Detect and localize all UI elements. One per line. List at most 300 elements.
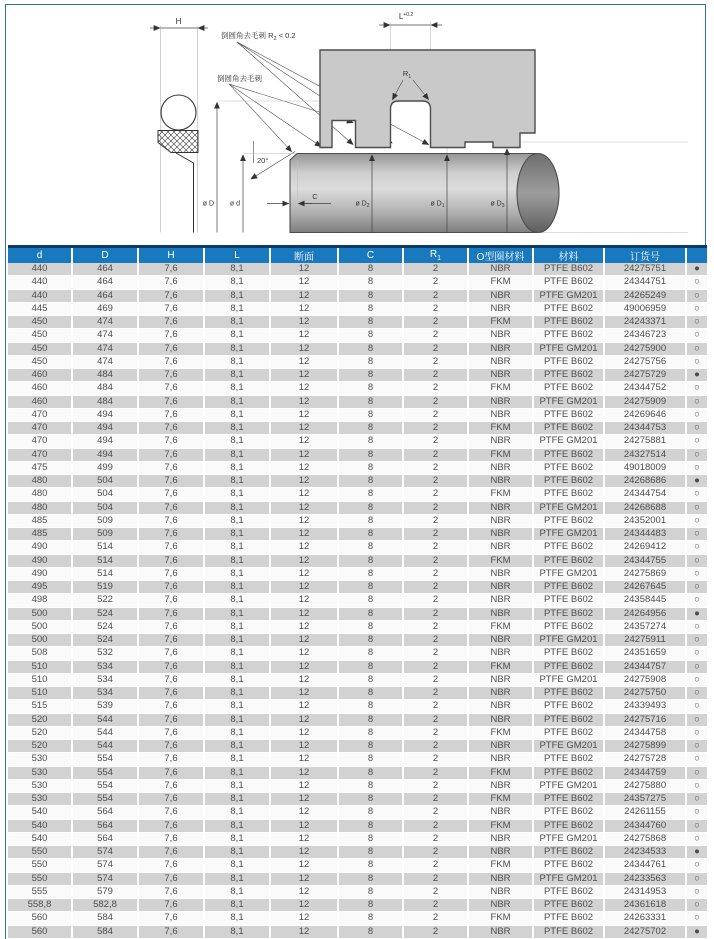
cell-H: 7,6 xyxy=(138,713,204,726)
cell-H: 7,6 xyxy=(138,395,204,408)
cell-availability-dot: ○ xyxy=(686,567,707,580)
cell-section: 12 xyxy=(270,687,338,700)
table-row xyxy=(8,395,707,408)
cell-d: 550 xyxy=(8,872,72,885)
cell-oring-material: NBR xyxy=(468,925,533,938)
cell-section: 12 xyxy=(270,859,338,872)
cell-C: 8 xyxy=(338,806,403,819)
cell-section: 12 xyxy=(270,846,338,859)
cell-section: 12 xyxy=(270,316,338,329)
col-header-material: 材料 xyxy=(533,248,604,263)
cell-oring-material: NBR xyxy=(468,594,533,607)
cell-D: 504 xyxy=(72,475,138,488)
cell-order-no: 24344483 xyxy=(604,528,686,541)
cell-order-no: 24351659 xyxy=(604,647,686,660)
cell-availability-dot: ● xyxy=(686,475,707,488)
table-row xyxy=(8,819,707,832)
cell-R1: 2 xyxy=(403,448,468,461)
cell-R1: 2 xyxy=(403,687,468,700)
cell-material: PTFE B602 xyxy=(533,766,604,779)
cell-C: 8 xyxy=(338,355,403,368)
cell-order-no: 49006959 xyxy=(604,302,686,315)
cell-oring-material: NBR xyxy=(468,475,533,488)
cell-H: 7,6 xyxy=(138,885,204,898)
cell-d: 510 xyxy=(8,673,72,686)
table-row xyxy=(8,766,707,779)
cell-C: 8 xyxy=(338,620,403,633)
cell-oring-material: NBR xyxy=(468,501,533,514)
cell-H: 7,6 xyxy=(138,859,204,872)
cell-section: 12 xyxy=(270,369,338,382)
cell-d: 520 xyxy=(8,713,72,726)
cell-oring-material: FKM xyxy=(468,859,533,872)
table-row xyxy=(8,846,707,859)
table-row xyxy=(8,925,707,938)
cell-oring-material: NBR xyxy=(468,713,533,726)
cell-R1: 2 xyxy=(403,726,468,739)
cell-material: PTFE B602 xyxy=(533,660,604,673)
cell-R1: 2 xyxy=(403,554,468,567)
cell-L: 8,1 xyxy=(204,673,270,686)
table-row xyxy=(8,872,707,885)
cell-L: 8,1 xyxy=(204,793,270,806)
cell-H: 7,6 xyxy=(138,819,204,832)
cell-section: 12 xyxy=(270,289,338,302)
cell-C: 8 xyxy=(338,501,403,514)
cell-H: 7,6 xyxy=(138,382,204,395)
cell-H: 7,6 xyxy=(138,912,204,925)
cell-d: 530 xyxy=(8,753,72,766)
col-header-R1: $R_1$ xyxy=(403,248,468,263)
cell-d: 450 xyxy=(8,355,72,368)
cell-section: 12 xyxy=(270,329,338,342)
cell-d: 470 xyxy=(8,435,72,448)
cell-C: 8 xyxy=(338,594,403,607)
cell-section: 12 xyxy=(270,912,338,925)
cell-C: 8 xyxy=(338,514,403,527)
cell-order-no: 24243371 xyxy=(604,316,686,329)
cell-availability-dot: ○ xyxy=(686,713,707,726)
d1-dim-label: ø $D_1$ xyxy=(430,200,445,209)
table-row xyxy=(8,302,707,315)
cell-C: 8 xyxy=(338,607,403,620)
cell-section: 12 xyxy=(270,408,338,421)
cell-D: 514 xyxy=(72,554,138,567)
cell-D: 494 xyxy=(72,435,138,448)
cell-availability-dot: ● xyxy=(686,369,707,382)
cell-material: PTFE GM201 xyxy=(533,342,604,355)
cell-H: 7,6 xyxy=(138,342,204,355)
cell-R1: 2 xyxy=(403,912,468,925)
cell-L: 8,1 xyxy=(204,554,270,567)
cell-D: 494 xyxy=(72,408,138,421)
cell-order-no: 24327514 xyxy=(604,448,686,461)
cell-C: 8 xyxy=(338,276,403,289)
cell-availability-dot: ○ xyxy=(686,395,707,408)
cell-L: 8,1 xyxy=(204,594,270,607)
cell-R1: 2 xyxy=(403,488,468,501)
cell-order-no: 24275880 xyxy=(604,779,686,792)
cell-D: 484 xyxy=(72,369,138,382)
cell-oring-material: FKM xyxy=(468,620,533,633)
col-header-C: C xyxy=(338,248,403,263)
cell-oring-material: NBR xyxy=(468,461,533,474)
cell-H: 7,6 xyxy=(138,634,204,647)
cell-availability-dot: ○ xyxy=(686,726,707,739)
installation-drawing xyxy=(203,12,688,233)
cell-H: 7,6 xyxy=(138,594,204,607)
cell-material: PTFE B602 xyxy=(533,369,604,382)
cell-oring-material: NBR xyxy=(468,885,533,898)
cell-section: 12 xyxy=(270,660,338,673)
cell-oring-material: FKM xyxy=(468,554,533,567)
table-row xyxy=(8,594,707,607)
cell-section: 12 xyxy=(270,885,338,898)
cell-D: 474 xyxy=(72,355,138,368)
cell-D: 474 xyxy=(72,329,138,342)
cell-D: 509 xyxy=(72,514,138,527)
cell-H: 7,6 xyxy=(138,541,204,554)
col-header-H: H xyxy=(138,248,204,263)
dia-d-label: ø d xyxy=(229,200,240,208)
cell-section: 12 xyxy=(270,899,338,912)
cell-material: PTFE GM201 xyxy=(533,501,604,514)
cell-oring-material: NBR xyxy=(468,607,533,620)
cell-C: 8 xyxy=(338,475,403,488)
cell-order-no: 24265249 xyxy=(604,289,686,302)
cell-oring-material: NBR xyxy=(468,289,533,302)
cell-availability-dot: ○ xyxy=(686,753,707,766)
cell-L: 8,1 xyxy=(204,382,270,395)
cell-material: PTFE GM201 xyxy=(533,673,604,686)
cell-R1: 2 xyxy=(403,740,468,753)
cell-availability-dot: ● xyxy=(686,263,707,276)
cell-D: 544 xyxy=(72,726,138,739)
cell-D: 532 xyxy=(72,647,138,660)
cell-H: 7,6 xyxy=(138,647,204,660)
cell-availability-dot: ○ xyxy=(686,899,707,912)
cell-oring-material: FKM xyxy=(468,912,533,925)
cell-H: 7,6 xyxy=(138,740,204,753)
cell-C: 8 xyxy=(338,435,403,448)
cell-material: PTFE B602 xyxy=(533,700,604,713)
cell-oring-material: NBR xyxy=(468,435,533,448)
cell-availability-dot: ○ xyxy=(686,872,707,885)
cell-oring-material: NBR xyxy=(468,634,533,647)
cell-order-no: 24233563 xyxy=(604,872,686,885)
cell-oring-material: NBR xyxy=(468,872,533,885)
table-row xyxy=(8,634,707,647)
cell-L: 8,1 xyxy=(204,302,270,315)
cell-section: 12 xyxy=(270,793,338,806)
cell-material: PTFE B602 xyxy=(533,806,604,819)
cell-L: 8,1 xyxy=(204,634,270,647)
cell-order-no: 24275756 xyxy=(604,355,686,368)
table-row xyxy=(8,448,707,461)
cell-order-no: 24344755 xyxy=(604,554,686,567)
cell-C: 8 xyxy=(338,634,403,647)
cell-C: 8 xyxy=(338,369,403,382)
cell-material: PTFE B602 xyxy=(533,793,604,806)
cell-oring-material: FKM xyxy=(468,793,533,806)
table-row xyxy=(8,859,707,872)
cell-material: PTFE B602 xyxy=(533,316,604,329)
cell-material: PTFE B602 xyxy=(533,846,604,859)
cell-D: 564 xyxy=(72,819,138,832)
cell-L: 8,1 xyxy=(204,925,270,938)
cell-R1: 2 xyxy=(403,501,468,514)
cell-L: 8,1 xyxy=(204,740,270,753)
cell-section: 12 xyxy=(270,740,338,753)
cell-material: PTFE B602 xyxy=(533,475,604,488)
cell-section: 12 xyxy=(270,528,338,541)
cell-oring-material: NBR xyxy=(468,514,533,527)
cell-L: 8,1 xyxy=(204,872,270,885)
h-dim-label: H xyxy=(175,17,182,26)
groove-profile-line xyxy=(176,153,194,233)
cell-R1: 2 xyxy=(403,885,468,898)
cell-C: 8 xyxy=(338,408,403,421)
table-row xyxy=(8,554,707,567)
cell-availability-dot: ○ xyxy=(686,501,707,514)
table-row xyxy=(8,687,707,700)
cell-oring-material: NBR xyxy=(468,899,533,912)
cell-availability-dot: ○ xyxy=(686,594,707,607)
cell-order-no: 24344757 xyxy=(604,660,686,673)
cell-material: PTFE GM201 xyxy=(533,634,604,647)
cell-order-no: 24275908 xyxy=(604,673,686,686)
cell-L: 8,1 xyxy=(204,501,270,514)
cell-oring-material: NBR xyxy=(468,832,533,845)
cell-oring-material: NBR xyxy=(468,647,533,660)
cell-R1: 2 xyxy=(403,289,468,302)
cell-D: 499 xyxy=(72,461,138,474)
cell-R1: 2 xyxy=(403,700,468,713)
cell-C: 8 xyxy=(338,885,403,898)
seal-cross-section xyxy=(150,17,208,233)
cell-L: 8,1 xyxy=(204,355,270,368)
cell-section: 12 xyxy=(270,342,338,355)
cell-d: 508 xyxy=(8,647,72,660)
cell-L: 8,1 xyxy=(204,713,270,726)
col-header-oring-material: O型圈材料 xyxy=(468,248,533,263)
cell-R1: 2 xyxy=(403,316,468,329)
cell-order-no: 24361618 xyxy=(604,899,686,912)
cell-H: 7,6 xyxy=(138,276,204,289)
size-table xyxy=(8,248,707,939)
cell-material: PTFE B602 xyxy=(533,541,604,554)
cell-material: PTFE GM201 xyxy=(533,740,604,753)
cell-H: 7,6 xyxy=(138,673,204,686)
cell-oring-material: NBR xyxy=(468,342,533,355)
cell-section: 12 xyxy=(270,581,338,594)
cell-L: 8,1 xyxy=(204,726,270,739)
cell-R1: 2 xyxy=(403,514,468,527)
cell-C: 8 xyxy=(338,899,403,912)
table-row xyxy=(8,700,707,713)
cell-oring-material: NBR xyxy=(468,329,533,342)
cell-D: 574 xyxy=(72,859,138,872)
cell-d: 440 xyxy=(8,289,72,302)
cell-oring-material: FKM xyxy=(468,382,533,395)
table-header-row xyxy=(8,248,707,263)
cell-material: PTFE B602 xyxy=(533,263,604,276)
cell-oring-material: NBR xyxy=(468,753,533,766)
table-row xyxy=(8,647,707,660)
cell-C: 8 xyxy=(338,660,403,673)
cell-d: 510 xyxy=(8,687,72,700)
cell-d: 550 xyxy=(8,846,72,859)
cell-R1: 2 xyxy=(403,435,468,448)
cell-material: PTFE B602 xyxy=(533,819,604,832)
cell-R1: 2 xyxy=(403,461,468,474)
table-row xyxy=(8,422,707,435)
cell-D: 504 xyxy=(72,501,138,514)
table-row xyxy=(8,263,707,276)
cell-order-no: 24358445 xyxy=(604,594,686,607)
cell-H: 7,6 xyxy=(138,779,204,792)
cell-L: 8,1 xyxy=(204,369,270,382)
cell-d: 440 xyxy=(8,276,72,289)
cell-D: 494 xyxy=(72,448,138,461)
cell-material: PTFE B602 xyxy=(533,581,604,594)
cell-D: 524 xyxy=(72,620,138,633)
cell-C: 8 xyxy=(338,289,403,302)
cell-d: 460 xyxy=(8,382,72,395)
cell-section: 12 xyxy=(270,673,338,686)
cell-d: 495 xyxy=(8,581,72,594)
cell-C: 8 xyxy=(338,700,403,713)
cell-R1: 2 xyxy=(403,422,468,435)
d2-dim-label: ø $D_2$ xyxy=(355,200,370,209)
cell-C: 8 xyxy=(338,779,403,792)
col-header-D: D xyxy=(72,248,138,263)
cell-D: 504 xyxy=(72,488,138,501)
cell-oring-material: NBR xyxy=(468,355,533,368)
cell-oring-material: FKM xyxy=(468,766,533,779)
cell-R1: 2 xyxy=(403,872,468,885)
cell-D: 554 xyxy=(72,753,138,766)
table-row xyxy=(8,501,707,514)
cell-availability-dot: ○ xyxy=(686,660,707,673)
table-row xyxy=(8,581,707,594)
cell-R1: 2 xyxy=(403,541,468,554)
cell-availability-dot: ○ xyxy=(686,448,707,461)
cell-material: PTFE B602 xyxy=(533,355,604,368)
cell-order-no: 24268686 xyxy=(604,475,686,488)
table-row xyxy=(8,793,707,806)
cell-availability-dot: ● xyxy=(686,846,707,859)
cell-R1: 2 xyxy=(403,263,468,276)
cell-oring-material: NBR xyxy=(468,369,533,382)
cell-material: PTFE GM201 xyxy=(533,832,604,845)
cell-order-no: 24357274 xyxy=(604,620,686,633)
cell-D: 554 xyxy=(72,793,138,806)
cell-availability-dot: ○ xyxy=(686,779,707,792)
cell-oring-material: FKM xyxy=(468,422,533,435)
cell-C: 8 xyxy=(338,382,403,395)
cell-oring-material: NBR xyxy=(468,779,533,792)
cell-H: 7,6 xyxy=(138,766,204,779)
cell-H: 7,6 xyxy=(138,448,204,461)
cell-R1: 2 xyxy=(403,607,468,620)
cell-C: 8 xyxy=(338,461,403,474)
housing-block xyxy=(320,50,535,148)
cell-material: PTFE B602 xyxy=(533,620,604,633)
cell-D: 534 xyxy=(72,687,138,700)
cell-section: 12 xyxy=(270,753,338,766)
cell-C: 8 xyxy=(338,342,403,355)
cell-C: 8 xyxy=(338,581,403,594)
cell-C: 8 xyxy=(338,554,403,567)
cell-L: 8,1 xyxy=(204,422,270,435)
cell-R1: 2 xyxy=(403,832,468,845)
cell-d: 485 xyxy=(8,528,72,541)
cell-d: 560 xyxy=(8,912,72,925)
cell-order-no: 24275702 xyxy=(604,925,686,938)
cell-material: PTFE B602 xyxy=(533,885,604,898)
l-dim-label: $L^{+0.2}$ xyxy=(398,12,414,21)
cell-order-no: 24344760 xyxy=(604,819,686,832)
cell-H: 7,6 xyxy=(138,488,204,501)
cell-d: 460 xyxy=(8,369,72,382)
cell-oring-material: NBR xyxy=(468,687,533,700)
table-row xyxy=(8,475,707,488)
cell-d: 530 xyxy=(8,779,72,792)
cell-availability-dot: ○ xyxy=(686,581,707,594)
cell-d: 540 xyxy=(8,806,72,819)
cell-L: 8,1 xyxy=(204,289,270,302)
table-row xyxy=(8,528,707,541)
cell-order-no: 24275911 xyxy=(604,634,686,647)
cell-section: 12 xyxy=(270,779,338,792)
table-row xyxy=(8,369,707,382)
cell-availability-dot: ○ xyxy=(686,620,707,633)
cell-order-no: 24264956 xyxy=(604,607,686,620)
cell-availability-dot: ○ xyxy=(686,912,707,925)
cell-R1: 2 xyxy=(403,634,468,647)
table-row xyxy=(8,567,707,580)
cell-section: 12 xyxy=(270,832,338,845)
cell-D: 564 xyxy=(72,806,138,819)
cell-order-no: 24234533 xyxy=(604,846,686,859)
cell-oring-material: NBR xyxy=(468,673,533,686)
cell-R1: 2 xyxy=(403,581,468,594)
r1-label: $R_1$ xyxy=(402,69,412,80)
col-header-availability xyxy=(686,248,707,263)
cell-R1: 2 xyxy=(403,660,468,673)
cell-L: 8,1 xyxy=(204,846,270,859)
cell-order-no: 24344759 xyxy=(604,766,686,779)
cell-H: 7,6 xyxy=(138,475,204,488)
cell-C: 8 xyxy=(338,263,403,276)
cell-D: 474 xyxy=(72,316,138,329)
cell-D: 539 xyxy=(72,700,138,713)
cell-availability-dot: ○ xyxy=(686,461,707,474)
table-row xyxy=(8,779,707,792)
cell-L: 8,1 xyxy=(204,435,270,448)
cell-L: 8,1 xyxy=(204,832,270,845)
cell-section: 12 xyxy=(270,713,338,726)
cell-L: 8,1 xyxy=(204,263,270,276)
cell-material: PTFE GM201 xyxy=(533,872,604,885)
cell-L: 8,1 xyxy=(204,819,270,832)
cell-availability-dot: ○ xyxy=(686,541,707,554)
cell-D: 464 xyxy=(72,289,138,302)
cell-section: 12 xyxy=(270,726,338,739)
cell-material: PTFE B602 xyxy=(533,514,604,527)
cell-C: 8 xyxy=(338,316,403,329)
